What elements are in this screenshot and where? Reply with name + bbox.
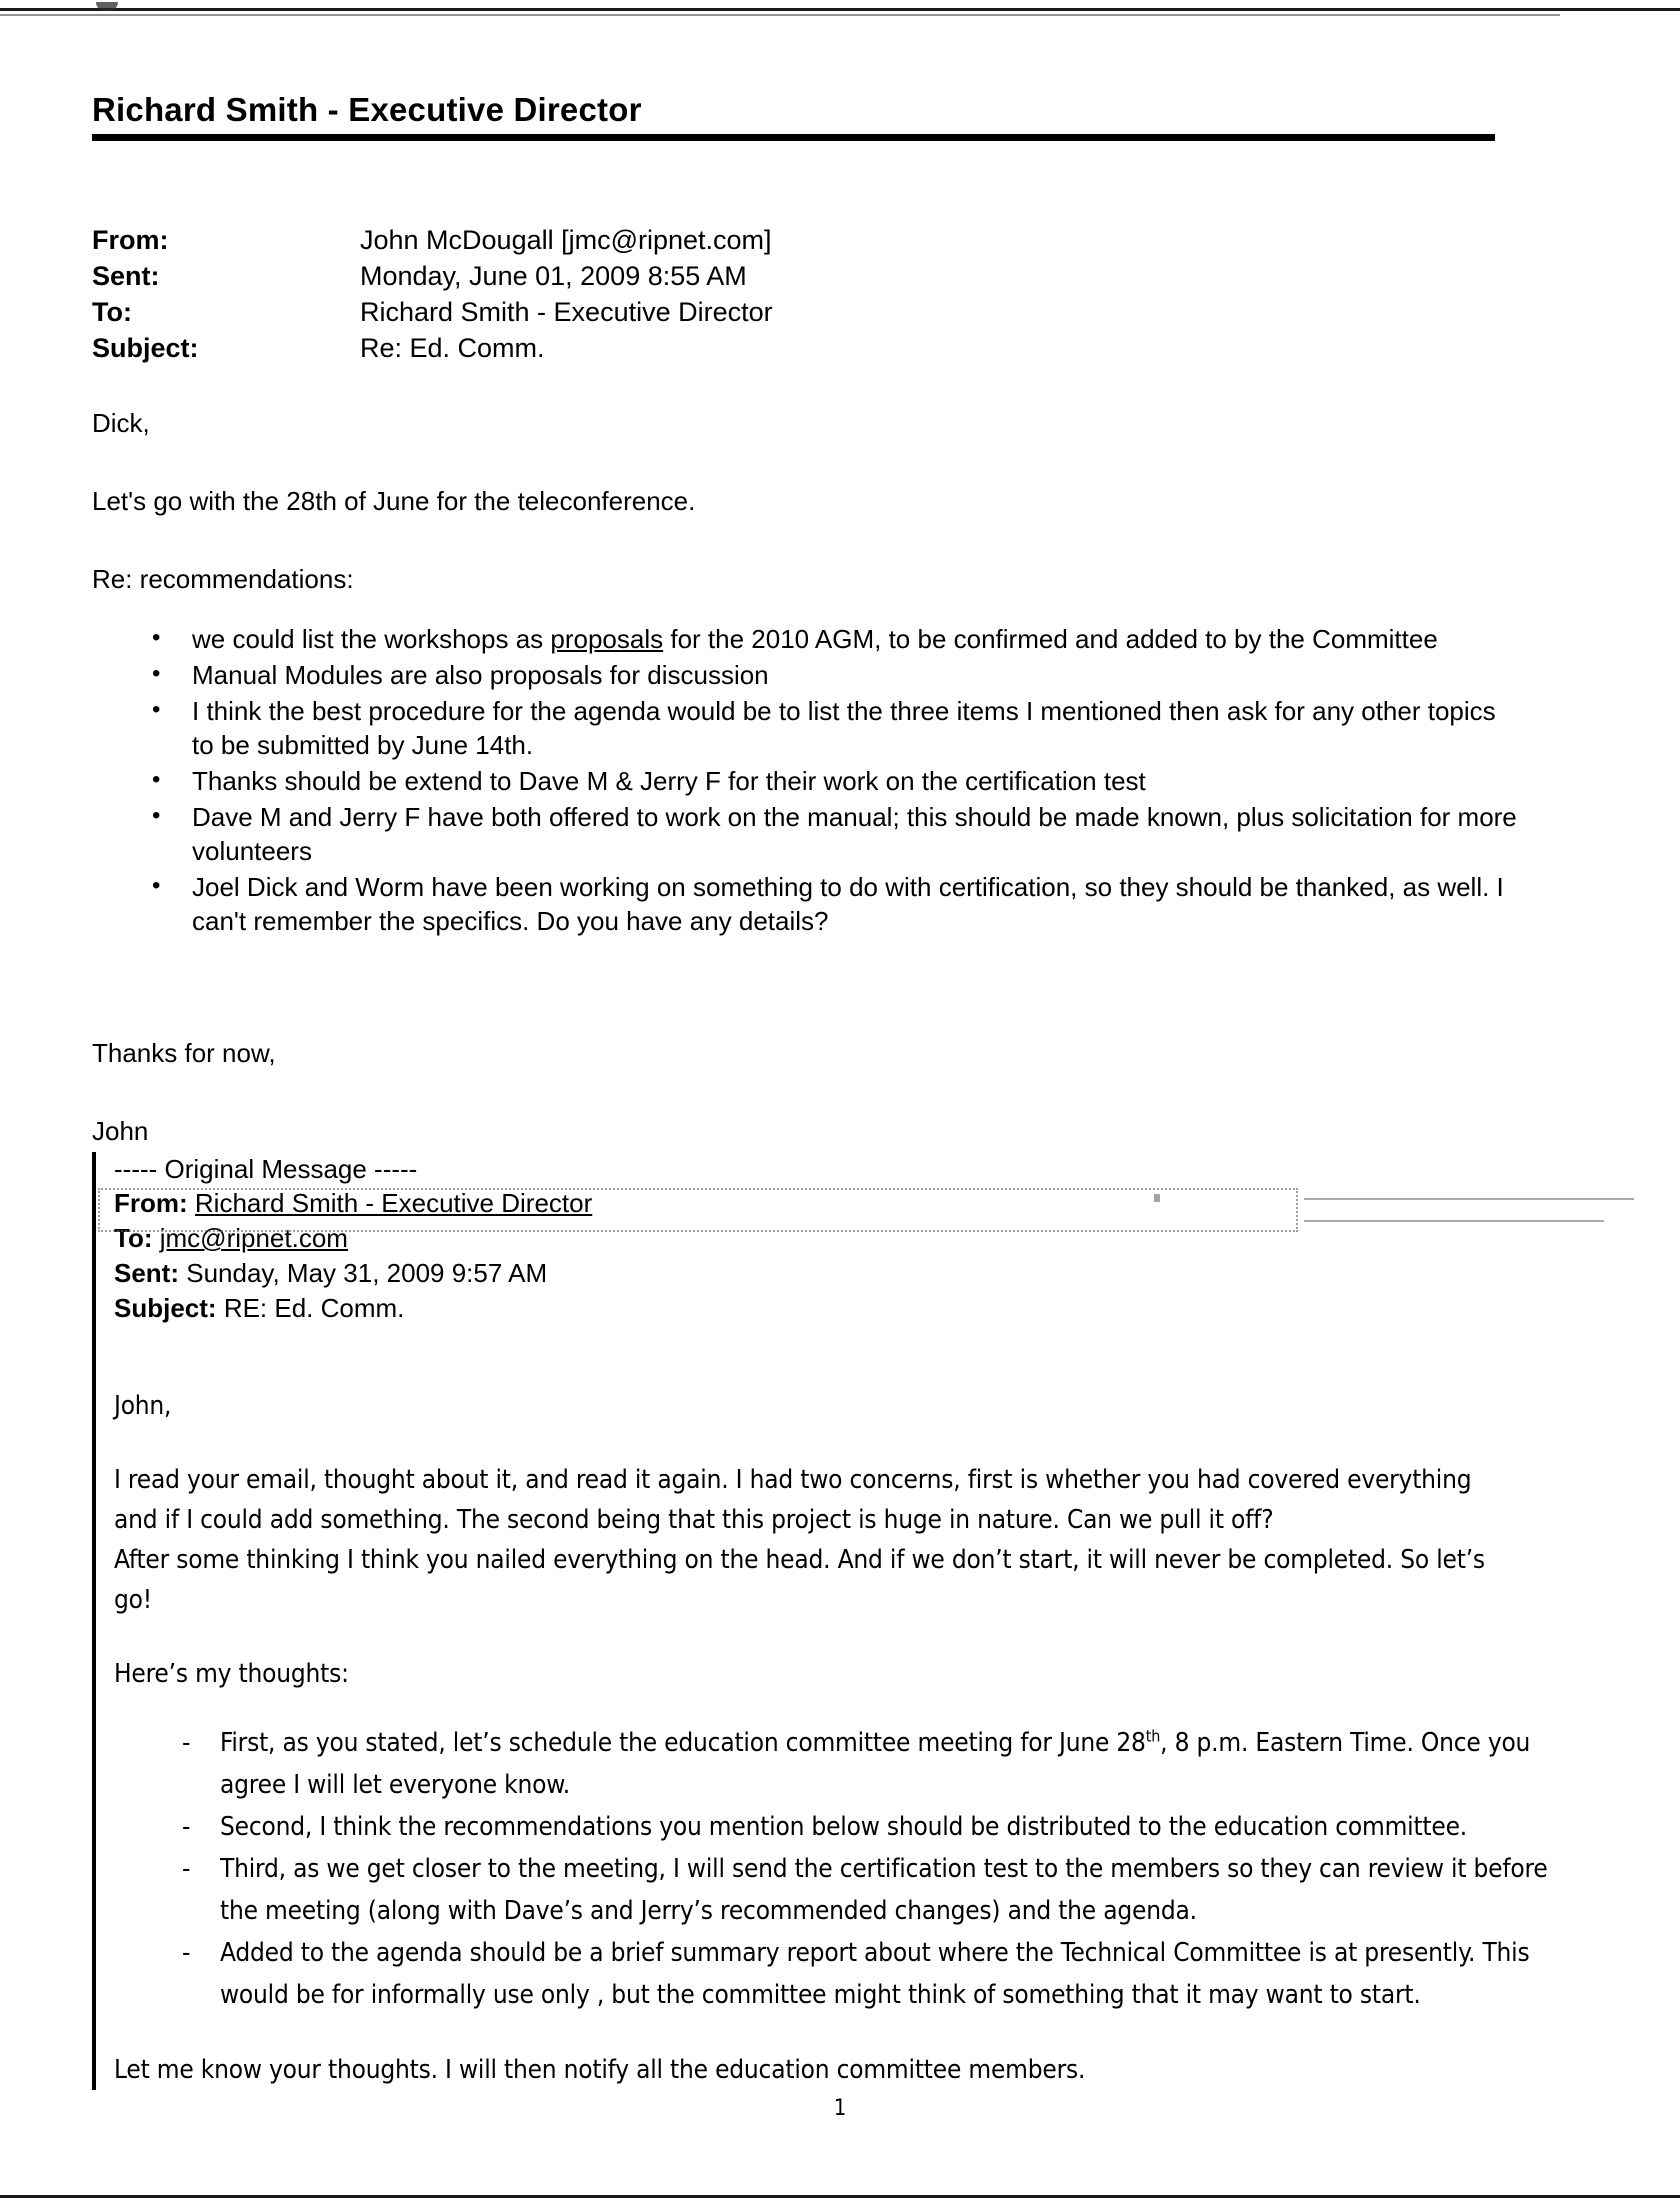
list-item <box>144 800 1522 868</box>
quoted-label-subject: Subject: <box>114 1293 217 1323</box>
quoted-label-to: To: <box>114 1223 153 1253</box>
list-item <box>176 1806 1554 1848</box>
bullet-text: Thanks should be extend to Dave M & Jerry F for their work on the certification test <box>192 766 1146 796</box>
letterhead-rule <box>92 134 1495 141</box>
bullet-text: Dave M and Jerry F have both offered to work on the manual; this should be made known, plus solicitation for more volunteers <box>192 802 1517 866</box>
bullet-text: Manual Modules are also proposals for discussion <box>192 660 769 690</box>
header-value-to: Richard Smith - Executive Director <box>360 297 773 327</box>
page-title: Richard Smith - Executive Director <box>92 91 642 128</box>
document-page <box>0 26 1680 2186</box>
list-item <box>144 622 1522 656</box>
quoted-value-to: jmc@ripnet.com <box>159 1223 348 1253</box>
email-body-top <box>92 406 1522 1148</box>
quoted-paragraph-line-1: I read your email, thought about it, and read it again. I had two concerns, first is whether you had covered everything <box>114 1465 1472 1495</box>
header-row-from <box>92 222 1292 258</box>
bullet-text-pre: we could list the workshops as <box>192 624 551 654</box>
scan-speck-artifact <box>1154 1194 1160 1202</box>
quoted-paragraph-line-4: go! <box>114 1585 152 1615</box>
header-value-subject: Re: Ed. Comm. <box>360 333 545 363</box>
intro-paragraph: Let's go with the 28th of June for the teleconference. <box>92 486 696 516</box>
dash-text-post: , 8 p.m. Eastern Time. Once you agree I will let everyone know. <box>220 1728 1531 1800</box>
header-row-to <box>92 294 1292 330</box>
header-row-subject <box>92 330 1292 366</box>
scan-top-edge-artifact <box>0 8 1680 11</box>
list-item <box>144 658 1522 692</box>
quoted-final-line: Let me know your thoughts. I will then notify all the education committee members. <box>114 2055 1086 2085</box>
closing-line: Thanks for now, <box>92 1038 276 1068</box>
bullet-text: Joel Dick and Worm have been working on something to do with certification, so they should be thanked, as well. I can't remember the specifics. Do you have any details? <box>192 872 1504 936</box>
list-item <box>144 764 1522 798</box>
list-item <box>144 694 1522 762</box>
dash-text: Third, as we get closer to the meeting, I will send the certification test to the members so they can review it before the meeting (along with Dave’s and Jerry’s recommended changes) and the agenda. <box>220 1854 1548 1926</box>
quoted-salutation: John, <box>114 1391 172 1421</box>
email-body-quoted <box>114 1326 1554 2090</box>
bullet-text-post: for the 2010 AGM, to be confirmed and added to by the Committee <box>663 624 1438 654</box>
header-label-sent: Sent: <box>92 261 160 291</box>
header-label-to: To: <box>92 297 132 327</box>
header-label-from: From: <box>92 225 169 255</box>
scan-box-artifact <box>98 1188 1298 1232</box>
quoted-row-sent <box>114 1256 1554 1291</box>
bullet-text-underlined: proposals <box>550 624 664 654</box>
quoted-value-sent: Sunday, May 31, 2009 9:57 AM <box>186 1258 548 1288</box>
list-item <box>144 870 1522 938</box>
page-number: 1 <box>833 2096 847 2121</box>
quoted-value-from: Richard Smith - Executive Director <box>194 1188 593 1218</box>
letterhead <box>92 92 1512 141</box>
bullet-text: I think the best procedure for the agenda would be to list the three items I mentioned then ask for any other topics to be submitted by June 14th. <box>192 696 1496 760</box>
quoted-value-subject: RE: Ed. Comm. <box>223 1293 405 1323</box>
recommendations-list <box>92 622 1522 938</box>
header-value-sent: Monday, June 01, 2009 8:55 AM <box>360 261 747 291</box>
quoted-row-subject <box>114 1291 1554 1326</box>
dash-text: Added to the agenda should be a brief summary report about where the Technical Committee is at presently. This would be for informally use only , but the committee might think of something that it may want to start. <box>220 1938 1530 2010</box>
original-message-separator: ----- Original Message ----- <box>114 1154 418 1184</box>
thoughts-label: Here’s my thoughts: <box>114 1659 349 1689</box>
scan-strike-artifact-2 <box>1304 1220 1604 1222</box>
quoted-label-from: From: <box>114 1188 188 1218</box>
thoughts-list <box>114 1722 1554 2016</box>
list-item <box>176 1722 1554 1806</box>
signature-line: John <box>92 1116 149 1146</box>
ordinal-suffix: th <box>1145 1726 1161 1746</box>
scan-strike-artifact-1 <box>1304 1198 1634 1200</box>
header-label-subject: Subject: <box>92 333 199 363</box>
quoted-label-sent: Sent: <box>114 1258 179 1288</box>
list-item <box>176 1848 1554 1932</box>
quoted-paragraph-line-3: After some thinking I think you nailed everything on the head. And if we don’t start, it will never be completed. So let’s <box>114 1545 1485 1575</box>
header-value-from: John McDougall [jmc@ripnet.com] <box>360 225 772 255</box>
header-row-sent <box>92 258 1292 294</box>
recommendations-label: Re: recommendations: <box>92 564 354 594</box>
salutation: Dick, <box>92 408 150 438</box>
dash-text-pre: First, as you stated, let’s schedule the education committee meeting for June 28 <box>220 1728 1146 1758</box>
scan-top-edge-artifact-2 <box>0 14 1560 16</box>
quoted-paragraph-line-2: and if I could add something. The second being that this project is huge in nature. Can we pull it off? <box>114 1505 1274 1535</box>
dash-text: Second, I think the recommendations you mention below should be distributed to the education committee. <box>220 1812 1468 1842</box>
scan-bottom-edge-artifact <box>0 2195 1680 2198</box>
list-item <box>176 1932 1554 2016</box>
quoted-message-block <box>92 1152 1554 2090</box>
email-header-fields <box>92 222 1292 366</box>
